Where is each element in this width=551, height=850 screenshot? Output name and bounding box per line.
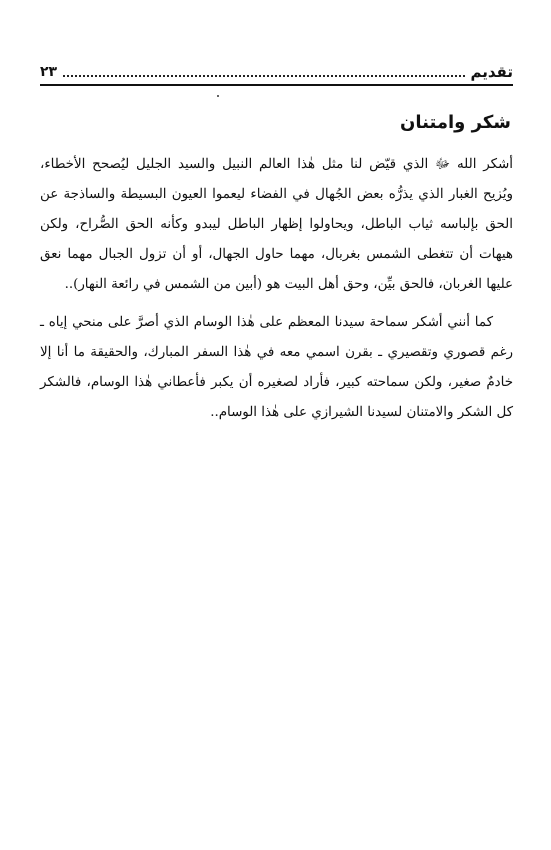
header-dot-leader (63, 74, 464, 77)
paragraph-thanks: أشكر الله ﷻ الذي قيّض لنا مثل هٰذا العالم النبيل والسيد الجليل ليُصحح الأخطاء، ويُزيح الغبار الذي يذرُّه بعض الجُهال في الفضاء ليعموا العيون البسيطة والساذجة عن الحق بإلباسه ثياب الباطل، ويحاولوا إظهار الباطل ليبدو وكأنه الحق الصُّراح، ولكن هيهات أن تتغطى الشمس بغربال، مهما حاول الجهال، أو أن تزول الجبال مهما نعق عليها الغربان، فالحق بيِّن، وحق أهل البيت هو (أبين من الشمس في رائعة النهار).. (40, 157, 513, 292)
section-title: شكر وامتنان (400, 112, 511, 133)
body-text (40, 150, 513, 428)
running-header (40, 58, 513, 86)
paragraph-gratitude: كما أنني أشكر سماحة سيدنا المعظم على هٰذا الوسام الذي أصرَّ على منحي إياه ـ رغم قصوري وتقصيري ـ بقرن اسمي معه في هٰذا السفر المبارك، والحقيقة ما أنا إلا خادمٌ صغير، ولكن سماحته كبير، فأراد لصغيره أن يكبر فأعطاني هٰذا الوسام، فالشكر كل الشكر والامتنان لسيدنا الشيرازي على هٰذا الوسام.. (40, 315, 513, 420)
stray-dot-mark (217, 95, 219, 97)
header-title: تقديم (470, 63, 513, 81)
page-number: ٢٣ (40, 64, 58, 80)
